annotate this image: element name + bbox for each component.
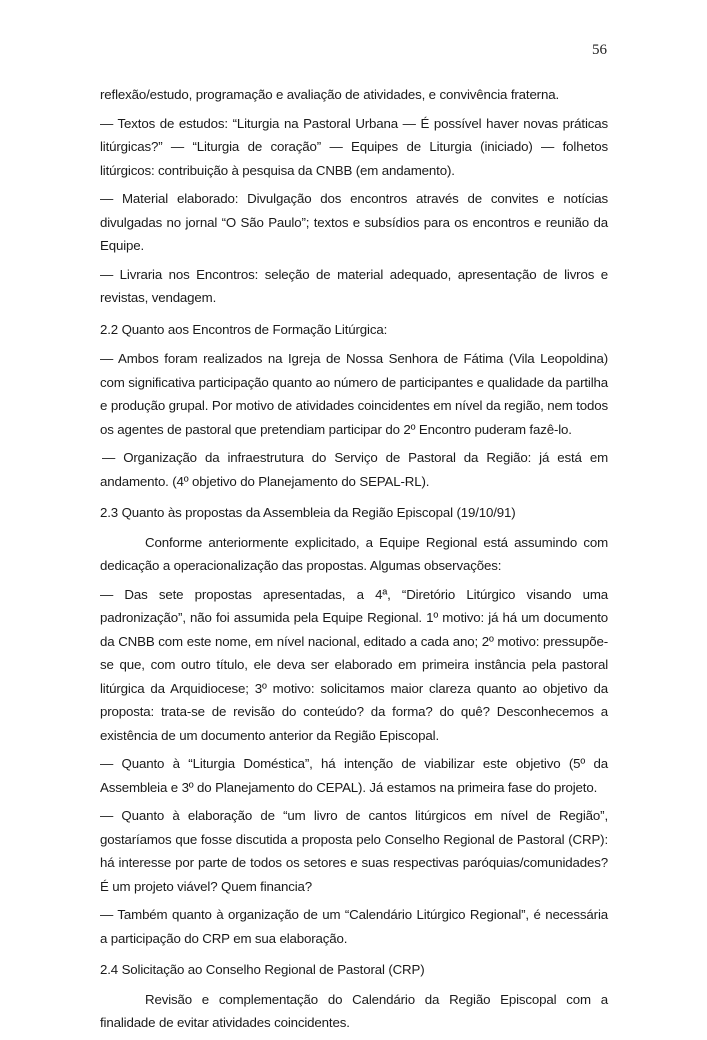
section-heading-2-2: 2.2 Quanto aos Encontros de Formação Litúrgica: <box>100 321 388 337</box>
paragraph-domestic-liturgy: — Quanto à “Liturgia Doméstica”, há intenção de viabilizar este objetivo (5º da Assembleia e 3º do Planejamento do CEPAL). Já estamos na primeira fase do projeto. <box>100 756 608 795</box>
paragraph-continuation: reflexão/estudo, programação e avaliação de atividades, e convivência fraterna. <box>100 87 559 102</box>
paragraph-seven-proposals: — Das sete propostas apresentadas, a 4ª, “Diretório Litúrgico visando uma padronização”, não foi assumida pela Equipe Regional. 1º motivo: já há um documento da CNBB com este nome, em nível nacional, editado a cada ano; 2º motivo: pressupõe-se que, com outro título, ele deva ser elaborado em primeira instância pela pastoral litúrgica da Arquidiocese; 3º motivo: solicitamos maior clareza quanto ao objetivo da proposta: trata-se de revisão do conteúdo? da forma? do quê? Desconhecemos a existência de um documento anterior da Região Episcopal. <box>100 586 608 743</box>
section-heading-2-3: 2.3 Quanto às propostas da Assembleia da Região Episcopal (19/10/91) <box>100 505 516 520</box>
paragraph-bookstore: — Livraria nos Encontros: seleção de material adequado, apresentação de livros e revistas, vendagem. <box>100 266 608 305</box>
paragraph-encounters: — Ambos foram realizados na Igreja de Nossa Senhora de Fátima (Vila Leopoldina) com significativa participação quanto ao número de participantes e qualidade da partilha e produção grupal. Por motivo de atividades coincidentes em nível da região, nem todos os agentes de pastoral que pretendiam participar do 2º Encontro puderam fazê-lo. <box>100 351 608 437</box>
paragraph-observations-intro: Conforme anteriormente explicitado, a Equipe Regional está assumindo com dedicação a operacionalização das propostas. Algumas observações: <box>100 534 608 573</box>
paragraph-revision: Revisão e complementação do Calendário da Região Episcopal com a finalidade de evitar atividades coincidentes. <box>100 991 608 1030</box>
paragraph-infrastructure: — Organização da infraestrutura do Serviço de Pastoral da Região: já está em andamento. (4º objetivo do Planejamento do SEPAL-RL). <box>100 450 608 489</box>
paragraph-calendar: — Também quanto à organização de um “Calendário Litúrgico Regional”, é necessária a participação do CRP em sua elaboração. <box>100 907 608 946</box>
section-heading-2-4: 2.4 Solicitação ao Conselho Regional de Pastoral (CRP) <box>100 962 425 977</box>
document-body <box>100 83 608 1040</box>
page-number: 56 <box>592 42 607 58</box>
paragraph-songbook: — Quanto à elaboração de “um livro de cantos litúrgicos em nível de Região”, gostaríamos que fosse discutida a proposta pelo Conselho Regional de Pastoral (CRP): há interesse por parte de todos os setores e suas respectivas paróquias/comunidades? É um projeto viável? Quem financia? <box>100 808 608 894</box>
paragraph-material: — Material elaborado: Divulgação dos encontros através de convites e notícias divulgadas no jornal “O São Paulo”; textos e subsídios para os encontros e reunião da Equipe. <box>100 191 608 253</box>
paragraph-study-texts: — Textos de estudos: “Liturgia na Pastoral Urbana — É possível haver novas práticas litúrgicas?” — “Liturgia de coração” — Equipes de Liturgia (iniciado) — folhetos litúrgicos: contribuição à pesquisa da CNBB (em andamento). <box>100 115 608 178</box>
